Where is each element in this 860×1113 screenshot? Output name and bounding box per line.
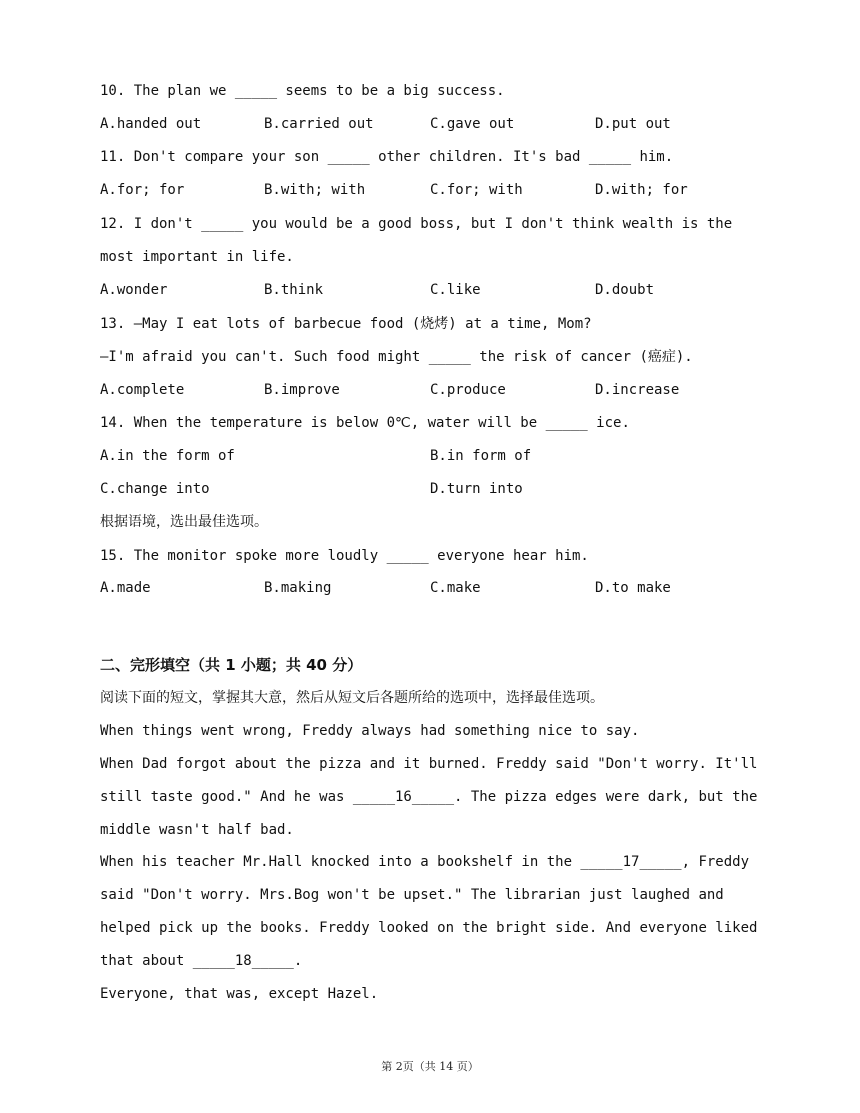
context-instruction: 根据语境，选出最佳选项。 [100, 514, 268, 530]
q15-option-b: B.making [264, 580, 332, 596]
question-12-stem: 12. I don't _____ you would be a good boss, but I don't think wealth is the [100, 216, 733, 232]
passage-line-8: that about _____18_____. [100, 953, 303, 969]
q12-option-b: B.think [264, 282, 324, 298]
passage-line-9: Everyone, that was, except Hazel. [100, 986, 379, 1002]
q12-option-d: D.doubt [595, 282, 655, 298]
q14-option-b: B.in form of [430, 448, 532, 464]
q11-option-c: C.for; with [430, 182, 523, 198]
q13-option-a: A.complete [100, 382, 185, 398]
q10-option-a: A.handed out [100, 116, 202, 132]
q10-option-c: C.gave out [430, 116, 515, 132]
q11-option-d: D.with; for [595, 182, 688, 198]
q10-option-d: D.put out [595, 116, 671, 132]
q15-option-a: A.made [100, 580, 151, 596]
passage-line-3: still taste good." And he was _____16_____. The pizza edges were dark, but the [100, 789, 758, 805]
question-13-stem: 13. —May I eat lots of barbecue food (烧烤) at a time, Mom? [100, 316, 592, 332]
passage-line-4: middle wasn't half bad. [100, 822, 294, 838]
question-12-stem-cont: most important in life. [100, 249, 294, 265]
page-footer: 第 2页（共 14 页） [381, 1060, 479, 1073]
question-11-stem: 11. Don't compare your son _____ other children. It's bad _____ him. [100, 149, 674, 165]
q13-option-b: B.improve [264, 382, 340, 398]
q13-option-c: C.produce [430, 382, 506, 398]
section-instruction: 阅读下面的短文，掌握其大意，然后从短文后各题所给的选项中，选择最佳选项。 [100, 690, 604, 706]
q12-option-c: C.like [430, 282, 481, 298]
passage-line-2: When Dad forgot about the pizza and it burned. Freddy said "Don't worry. It'll [100, 756, 758, 772]
q14-option-a: A.in the form of [100, 448, 235, 464]
question-15-stem: 15. The monitor spoke more loudly _____ everyone hear him. [100, 548, 589, 564]
q10-option-b: B.carried out [264, 116, 374, 132]
q15-option-c: C.make [430, 580, 481, 596]
question-10-stem: 10. The plan we _____ seems to be a big success. [100, 83, 505, 99]
question-14-stem: 14. When the temperature is below 0℃, water will be _____ ice. [100, 415, 630, 431]
q11-option-b: B.with; with [264, 182, 366, 198]
q14-option-d: D.turn into [430, 481, 523, 497]
passage-line-6: said "Don't worry. Mrs.Bog won't be upset." The librarian just laughed and [100, 887, 724, 903]
section-heading: 二、完形填空（共 1 小题；共 40 分） [100, 656, 363, 674]
passage-line-7: helped pick up the books. Freddy looked on the bright side. And everyone liked [100, 920, 758, 936]
q15-option-d: D.to make [595, 580, 671, 596]
question-13-stem-cont: —I'm afraid you can't. Such food might _____ the risk of cancer (癌症). [100, 349, 693, 365]
q12-option-a: A.wonder [100, 282, 168, 298]
q14-option-c: C.change into [100, 481, 210, 497]
passage-line-1: When things went wrong, Freddy always had something nice to say. [100, 723, 640, 739]
passage-line-5: When his teacher Mr.Hall knocked into a bookshelf in the _____17_____, Freddy [100, 854, 750, 870]
q13-option-d: D.increase [595, 382, 680, 398]
q11-option-a: A.for; for [100, 182, 185, 198]
